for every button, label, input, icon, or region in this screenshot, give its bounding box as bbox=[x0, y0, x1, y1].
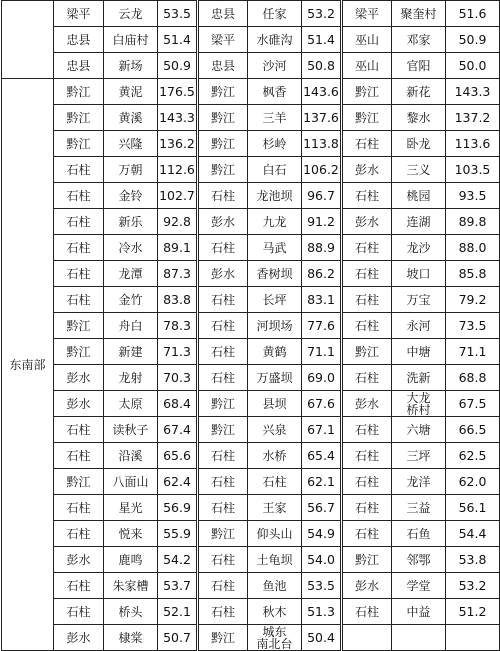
county-cell: 石柱 bbox=[342, 521, 392, 547]
table-row bbox=[2, 1, 500, 27]
station-cell: 邻鄂 bbox=[392, 547, 446, 573]
rainfall-cell: 71.1 bbox=[446, 339, 500, 365]
county-cell: 石柱 bbox=[198, 365, 248, 391]
county-cell: 石柱 bbox=[54, 235, 104, 261]
rainfall-cell: 88.9 bbox=[302, 235, 342, 261]
station-cell: 中塘 bbox=[392, 339, 446, 365]
station-cell: 太原 bbox=[104, 391, 158, 417]
table-row bbox=[2, 27, 500, 53]
station-cell: 枫香 bbox=[248, 79, 302, 105]
rainfall-cell: 93.5 bbox=[446, 183, 500, 209]
station-cell: 官阳 bbox=[392, 53, 446, 79]
station-cell: 鱼池 bbox=[248, 573, 302, 599]
station-cell: 万宝 bbox=[392, 287, 446, 313]
table-row bbox=[2, 53, 500, 79]
table-row bbox=[2, 339, 500, 365]
county-cell: 彭水 bbox=[342, 157, 392, 183]
rainfall-cell: 143.3 bbox=[158, 105, 198, 131]
rainfall-cell: 62.4 bbox=[158, 469, 198, 495]
county-cell: 石柱 bbox=[198, 183, 248, 209]
county-cell: 石柱 bbox=[54, 183, 104, 209]
table-row bbox=[2, 547, 500, 573]
rainfall-cell: 69.0 bbox=[302, 365, 342, 391]
rainfall-cell: 62.1 bbox=[302, 469, 342, 495]
table-row bbox=[2, 599, 500, 625]
rainfall-cell: 54.0 bbox=[302, 547, 342, 573]
station-cell: 卧龙 bbox=[392, 131, 446, 157]
station-cell: 洗新 bbox=[392, 365, 446, 391]
station-cell: 沙河 bbox=[248, 53, 302, 79]
station-cell: 万朝 bbox=[104, 157, 158, 183]
county-cell: 石柱 bbox=[342, 235, 392, 261]
table-row bbox=[2, 235, 500, 261]
table-row bbox=[2, 313, 500, 339]
station-cell: 长坪 bbox=[248, 287, 302, 313]
county-cell: 黔江 bbox=[198, 417, 248, 443]
table-body bbox=[2, 1, 500, 651]
county-cell: 石柱 bbox=[342, 287, 392, 313]
county-cell: 梁平 bbox=[198, 27, 248, 53]
station-cell: 黎水 bbox=[392, 105, 446, 131]
county-cell: 梁平 bbox=[54, 1, 104, 27]
table-row bbox=[2, 391, 500, 417]
county-cell: 石柱 bbox=[54, 521, 104, 547]
county-cell: 石柱 bbox=[198, 313, 248, 339]
rainfall-cell: 89.1 bbox=[158, 235, 198, 261]
county-cell: 石柱 bbox=[198, 599, 248, 625]
rainfall-cell: 51.4 bbox=[302, 27, 342, 53]
rainfall-cell: 65.6 bbox=[158, 443, 198, 469]
station-cell: 仰头山 bbox=[248, 521, 302, 547]
station-cell: 石柱 bbox=[248, 469, 302, 495]
rainfall-cell: 96.7 bbox=[302, 183, 342, 209]
rainfall-cell: 51.3 bbox=[302, 599, 342, 625]
rainfall-cell: 143.3 bbox=[446, 79, 500, 105]
county-cell: 石柱 bbox=[342, 313, 392, 339]
rainfall-cell: 53.8 bbox=[446, 547, 500, 573]
county-cell: 黔江 bbox=[54, 469, 104, 495]
rainfall-cell: 71.1 bbox=[302, 339, 342, 365]
rainfall-cell: 51.4 bbox=[158, 27, 198, 53]
rainfall-cell: 86.2 bbox=[302, 261, 342, 287]
county-cell: 黔江 bbox=[342, 79, 392, 105]
rainfall-cell: 62.5 bbox=[446, 443, 500, 469]
county-cell: 石柱 bbox=[198, 573, 248, 599]
rainfall-cell: 56.7 bbox=[302, 495, 342, 521]
station-cell: 读秋子 bbox=[104, 417, 158, 443]
station-cell: 兴隆 bbox=[104, 131, 158, 157]
rainfall-cell: 103.5 bbox=[446, 157, 500, 183]
rainfall-cell: 54.9 bbox=[302, 521, 342, 547]
county-cell: 巫山 bbox=[342, 53, 392, 79]
county-cell: 彭水 bbox=[54, 625, 104, 651]
station-cell: 学堂 bbox=[392, 573, 446, 599]
rainfall-cell: 53.7 bbox=[158, 573, 198, 599]
rainfall-cell: 52.1 bbox=[158, 599, 198, 625]
county-cell: 黔江 bbox=[54, 313, 104, 339]
county-cell: 石柱 bbox=[54, 495, 104, 521]
station-cell: 黄溪 bbox=[104, 105, 158, 131]
station-cell: 九龙 bbox=[248, 209, 302, 235]
station-cell: 鹿鸣 bbox=[104, 547, 158, 573]
county-cell: 石柱 bbox=[54, 417, 104, 443]
station-cell: 白石 bbox=[248, 157, 302, 183]
table-row bbox=[2, 521, 500, 547]
rainfall-cell: 87.3 bbox=[158, 261, 198, 287]
county-cell: 石柱 bbox=[342, 443, 392, 469]
rainfall-cell: 53.2 bbox=[446, 573, 500, 599]
station-cell: 金竹 bbox=[104, 287, 158, 313]
rainfall-cell: 55.9 bbox=[158, 521, 198, 547]
station-cell: 城东 南北台 bbox=[248, 625, 302, 651]
station-cell: 龙沙 bbox=[392, 235, 446, 261]
rainfall-cell: 67.1 bbox=[302, 417, 342, 443]
station-cell: 八面山 bbox=[104, 469, 158, 495]
station-cell: 新乐 bbox=[104, 209, 158, 235]
table-row bbox=[2, 573, 500, 599]
station-cell: 新场 bbox=[104, 53, 158, 79]
station-cell: 新花 bbox=[392, 79, 446, 105]
county-cell: 石柱 bbox=[342, 365, 392, 391]
region-cell-empty bbox=[2, 1, 54, 79]
rainfall-cell: 62.0 bbox=[446, 469, 500, 495]
table-row bbox=[2, 365, 500, 391]
county-cell: 彭水 bbox=[342, 391, 392, 417]
county-cell: 忠县 bbox=[198, 1, 248, 27]
station-cell: 星光 bbox=[104, 495, 158, 521]
county-cell: 忠县 bbox=[54, 53, 104, 79]
rainfall-cell: 77.6 bbox=[302, 313, 342, 339]
rainfall-cell: 143.6 bbox=[302, 79, 342, 105]
county-cell: 石柱 bbox=[342, 183, 392, 209]
county-cell: 黔江 bbox=[198, 131, 248, 157]
station-cell: 王家 bbox=[248, 495, 302, 521]
rainfall-cell: 88.0 bbox=[446, 235, 500, 261]
rainfall-cell: 54.4 bbox=[446, 521, 500, 547]
rainfall-cell: 70.3 bbox=[158, 365, 198, 391]
county-cell: 石柱 bbox=[198, 547, 248, 573]
station-cell: 朱家槽 bbox=[104, 573, 158, 599]
station-cell: 悦来 bbox=[104, 521, 158, 547]
station-cell: 龙潭 bbox=[104, 261, 158, 287]
station-cell: 三益 bbox=[392, 495, 446, 521]
table-row bbox=[2, 79, 500, 105]
county-cell: 黔江 bbox=[54, 339, 104, 365]
county-cell: 石柱 bbox=[198, 443, 248, 469]
county-cell: 石柱 bbox=[198, 495, 248, 521]
county-cell: 黔江 bbox=[54, 105, 104, 131]
table-row bbox=[2, 131, 500, 157]
station-cell: 桥头 bbox=[104, 599, 158, 625]
rainfall-cell: 53.2 bbox=[302, 1, 342, 27]
station-cell: 龙池坝 bbox=[248, 183, 302, 209]
rainfall-cell: 89.8 bbox=[446, 209, 500, 235]
station-cell: 万盛坝 bbox=[248, 365, 302, 391]
rainfall-cell: 50.9 bbox=[446, 27, 500, 53]
county-cell: 黔江 bbox=[198, 521, 248, 547]
station-cell: 云龙 bbox=[104, 1, 158, 27]
rainfall-cell: 65.4 bbox=[302, 443, 342, 469]
rainfall-cell: 83.8 bbox=[158, 287, 198, 313]
table-row bbox=[2, 625, 500, 651]
county-cell: 黔江 bbox=[198, 157, 248, 183]
rainfall-cell: 73.5 bbox=[446, 313, 500, 339]
station-cell: 邓家 bbox=[392, 27, 446, 53]
station-cell: 沿溪 bbox=[104, 443, 158, 469]
rainfall-cell: 51.6 bbox=[446, 1, 500, 27]
county-cell: 黔江 bbox=[342, 339, 392, 365]
rainfall-station-table bbox=[1, 0, 500, 651]
station-cell: 中益 bbox=[392, 599, 446, 625]
table-row bbox=[2, 443, 500, 469]
station-cell: 河坝场 bbox=[248, 313, 302, 339]
rainfall-cell: 68.4 bbox=[158, 391, 198, 417]
station-cell: 任家 bbox=[248, 1, 302, 27]
county-cell: 黔江 bbox=[198, 625, 248, 651]
rainfall-cell: 54.2 bbox=[158, 547, 198, 573]
rainfall-cell: 67.4 bbox=[158, 417, 198, 443]
rainfall-cell: 102.7 bbox=[158, 183, 198, 209]
county-cell: 梁平 bbox=[342, 1, 392, 27]
station-cell: 棣棠 bbox=[104, 625, 158, 651]
county-cell: 彭水 bbox=[342, 573, 392, 599]
station-cell: 石鱼 bbox=[392, 521, 446, 547]
station-cell: 连湖 bbox=[392, 209, 446, 235]
county-cell: 黔江 bbox=[54, 79, 104, 105]
rainfall-cell: 137.2 bbox=[446, 105, 500, 131]
county-cell: 彭水 bbox=[54, 547, 104, 573]
rainfall-cell: 113.8 bbox=[302, 131, 342, 157]
rainfall-cell: 67.5 bbox=[446, 391, 500, 417]
rainfall-cell: 56.1 bbox=[446, 495, 500, 521]
county-cell: 石柱 bbox=[54, 599, 104, 625]
rainfall-cell: 85.8 bbox=[446, 261, 500, 287]
station-cell: 桃园 bbox=[392, 183, 446, 209]
rainfall-cell: 50.9 bbox=[158, 53, 198, 79]
station-cell: 兴泉 bbox=[248, 417, 302, 443]
table-row bbox=[2, 157, 500, 183]
county-cell: 石柱 bbox=[342, 261, 392, 287]
county-cell: 石柱 bbox=[342, 495, 392, 521]
rainfall-cell: 53.5 bbox=[158, 1, 198, 27]
county-cell bbox=[342, 625, 392, 651]
county-cell: 石柱 bbox=[198, 469, 248, 495]
rainfall-cell: 71.3 bbox=[158, 339, 198, 365]
rainfall-cell: 51.2 bbox=[446, 599, 500, 625]
station-cell: 水桥 bbox=[248, 443, 302, 469]
county-cell: 石柱 bbox=[342, 131, 392, 157]
county-cell: 石柱 bbox=[54, 261, 104, 287]
county-cell: 忠县 bbox=[54, 27, 104, 53]
station-cell: 黄泥 bbox=[104, 79, 158, 105]
table-row bbox=[2, 209, 500, 235]
county-cell: 彭水 bbox=[198, 261, 248, 287]
county-cell: 彭水 bbox=[198, 209, 248, 235]
county-cell: 石柱 bbox=[54, 287, 104, 313]
rainfall-cell: 78.3 bbox=[158, 313, 198, 339]
rainfall-cell: 83.1 bbox=[302, 287, 342, 313]
county-cell: 黔江 bbox=[198, 105, 248, 131]
station-cell: 六塘 bbox=[392, 417, 446, 443]
station-cell: 香树坝 bbox=[248, 261, 302, 287]
rainfall-cell: 68.8 bbox=[446, 365, 500, 391]
rainfall-cell: 66.5 bbox=[446, 417, 500, 443]
rainfall-cell: 106.2 bbox=[302, 157, 342, 183]
county-cell: 巫山 bbox=[342, 27, 392, 53]
rainfall-cell: 50.8 bbox=[302, 53, 342, 79]
county-cell: 石柱 bbox=[54, 443, 104, 469]
station-cell: 新建 bbox=[104, 339, 158, 365]
rainfall-cell: 79.2 bbox=[446, 287, 500, 313]
rainfall-cell: 113.6 bbox=[446, 131, 500, 157]
county-cell: 忠县 bbox=[198, 53, 248, 79]
county-cell: 黔江 bbox=[342, 105, 392, 131]
station-cell: 杉岭 bbox=[248, 131, 302, 157]
rainfall-cell: 112.6 bbox=[158, 157, 198, 183]
station-cell: 永河 bbox=[392, 313, 446, 339]
station-cell: 三义 bbox=[392, 157, 446, 183]
rainfall-cell: 176.5 bbox=[158, 79, 198, 105]
county-cell: 黔江 bbox=[54, 131, 104, 157]
county-cell: 黔江 bbox=[342, 547, 392, 573]
station-cell bbox=[392, 625, 446, 651]
rainfall-cell: 50.7 bbox=[158, 625, 198, 651]
table-row bbox=[2, 105, 500, 131]
rainfall-cell: 50.0 bbox=[446, 53, 500, 79]
county-cell: 石柱 bbox=[342, 417, 392, 443]
station-cell: 秋木 bbox=[248, 599, 302, 625]
rainfall-cell: 136.2 bbox=[158, 131, 198, 157]
county-cell: 黔江 bbox=[198, 391, 248, 417]
table-row bbox=[2, 261, 500, 287]
county-cell: 石柱 bbox=[198, 287, 248, 313]
rainfall-cell: 53.5 bbox=[302, 573, 342, 599]
county-cell: 石柱 bbox=[54, 209, 104, 235]
county-cell: 石柱 bbox=[54, 157, 104, 183]
station-cell: 金铃 bbox=[104, 183, 158, 209]
station-cell: 龙洋 bbox=[392, 469, 446, 495]
county-cell: 石柱 bbox=[342, 469, 392, 495]
table-row bbox=[2, 469, 500, 495]
station-cell: 大龙 桥村 bbox=[392, 391, 446, 417]
station-cell: 黄鹤 bbox=[248, 339, 302, 365]
rainfall-cell bbox=[446, 625, 500, 651]
county-cell: 彭水 bbox=[342, 209, 392, 235]
station-cell: 土龟坝 bbox=[248, 547, 302, 573]
rainfall-cell: 91.2 bbox=[302, 209, 342, 235]
station-cell: 水碓沟 bbox=[248, 27, 302, 53]
region-label: 东南部 bbox=[2, 79, 54, 651]
rainfall-cell: 92.8 bbox=[158, 209, 198, 235]
station-cell: 马武 bbox=[248, 235, 302, 261]
county-cell: 黔江 bbox=[198, 79, 248, 105]
station-cell: 坡口 bbox=[392, 261, 446, 287]
station-cell: 龙射 bbox=[104, 365, 158, 391]
county-cell: 石柱 bbox=[198, 339, 248, 365]
county-cell: 石柱 bbox=[198, 235, 248, 261]
rainfall-cell: 56.9 bbox=[158, 495, 198, 521]
rainfall-cell: 67.6 bbox=[302, 391, 342, 417]
county-cell: 彭水 bbox=[54, 365, 104, 391]
table-row bbox=[2, 183, 500, 209]
station-cell: 白庙村 bbox=[104, 27, 158, 53]
rainfall-cell: 137.6 bbox=[302, 105, 342, 131]
table-row bbox=[2, 495, 500, 521]
county-cell: 彭水 bbox=[54, 391, 104, 417]
station-cell: 三坪 bbox=[392, 443, 446, 469]
station-cell: 舟白 bbox=[104, 313, 158, 339]
station-cell: 三羊 bbox=[248, 105, 302, 131]
table-row bbox=[2, 287, 500, 313]
station-cell: 冷水 bbox=[104, 235, 158, 261]
station-cell: 县坝 bbox=[248, 391, 302, 417]
county-cell: 石柱 bbox=[342, 599, 392, 625]
rainfall-cell: 50.4 bbox=[302, 625, 342, 651]
station-cell: 聚奎村 bbox=[392, 1, 446, 27]
county-cell: 石柱 bbox=[54, 573, 104, 599]
table-row bbox=[2, 417, 500, 443]
